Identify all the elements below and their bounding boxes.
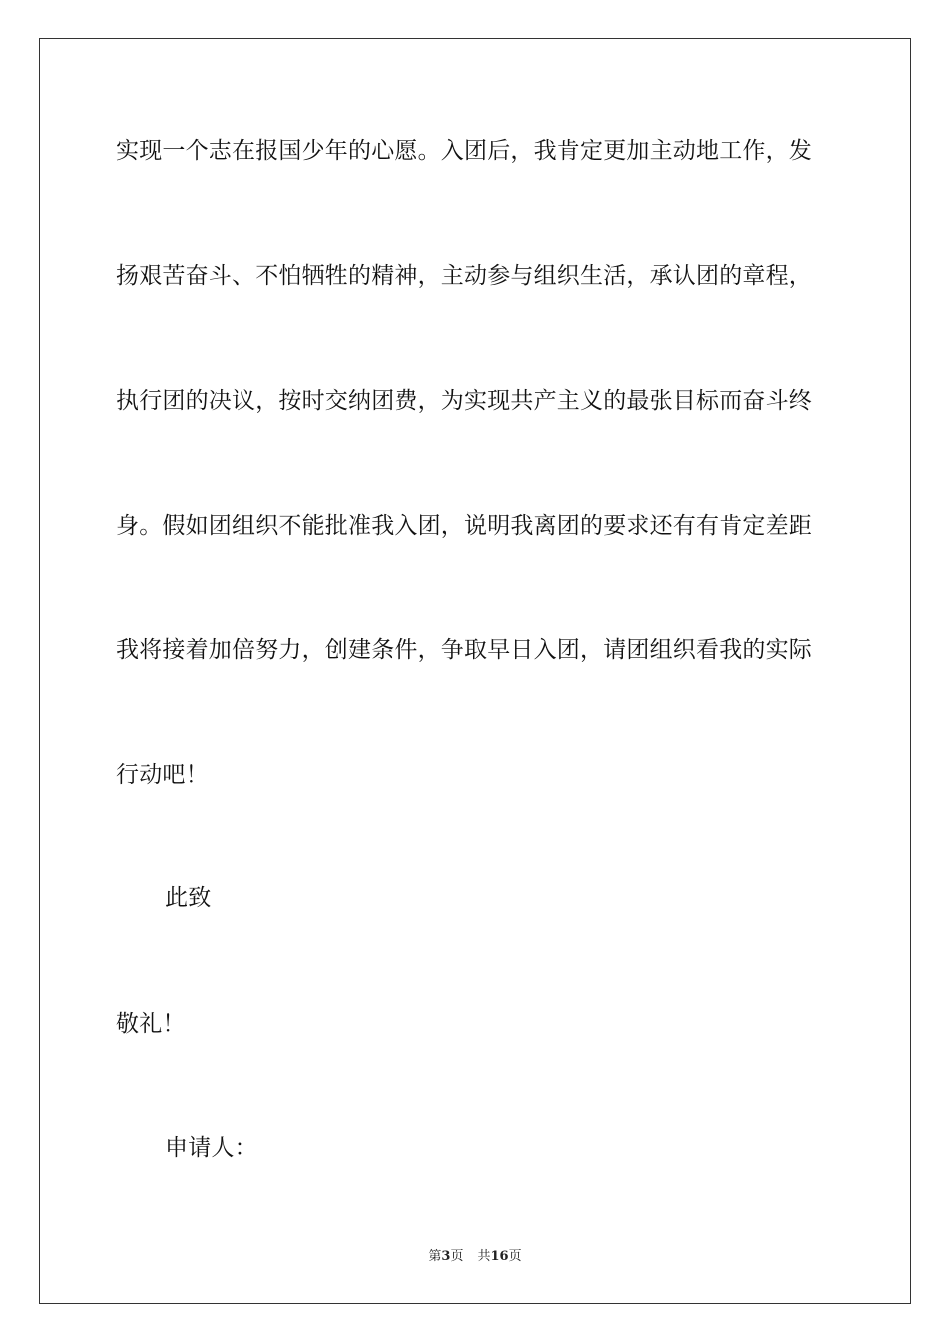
closing-text: 此致 (165, 885, 212, 911)
body-line-6: 行动吧！ (116, 762, 209, 788)
body-line-3: 执行团的决议，按时交纳团费，为实现共产主义的最张目标而奋斗终 (116, 388, 812, 414)
footer-total-prefix: 共 (477, 1249, 491, 1264)
salutation-text: 敬礼！ (116, 1011, 186, 1037)
body-line-4: 身。假如团组织不能批准我入团，说明我离团的要求还有有肯定差距 (116, 513, 812, 539)
footer-page-suffix: 页 (450, 1249, 464, 1264)
body-line-1: 实现一个志在报国少年的心愿。入团后，我肯定更加主动地工作，发 (116, 138, 812, 164)
body-line-5: 我将接着加倍努力，创建条件，争取早日入团，请团组织看我的实际 (116, 637, 812, 663)
footer-page-prefix: 第 (428, 1249, 442, 1264)
page-footer (0, 1249, 950, 1265)
page-frame (39, 38, 911, 1304)
footer-total-pages: 16 (490, 1249, 509, 1264)
footer-page-number: 3 (441, 1249, 451, 1264)
footer-total-suffix: 页 (508, 1249, 522, 1264)
body-line-2: 扬艰苦奋斗、不怕牺牲的精神，主动参与组织生活，承认团的章程， (116, 263, 812, 289)
applicant-label: 申请人： (165, 1135, 258, 1161)
